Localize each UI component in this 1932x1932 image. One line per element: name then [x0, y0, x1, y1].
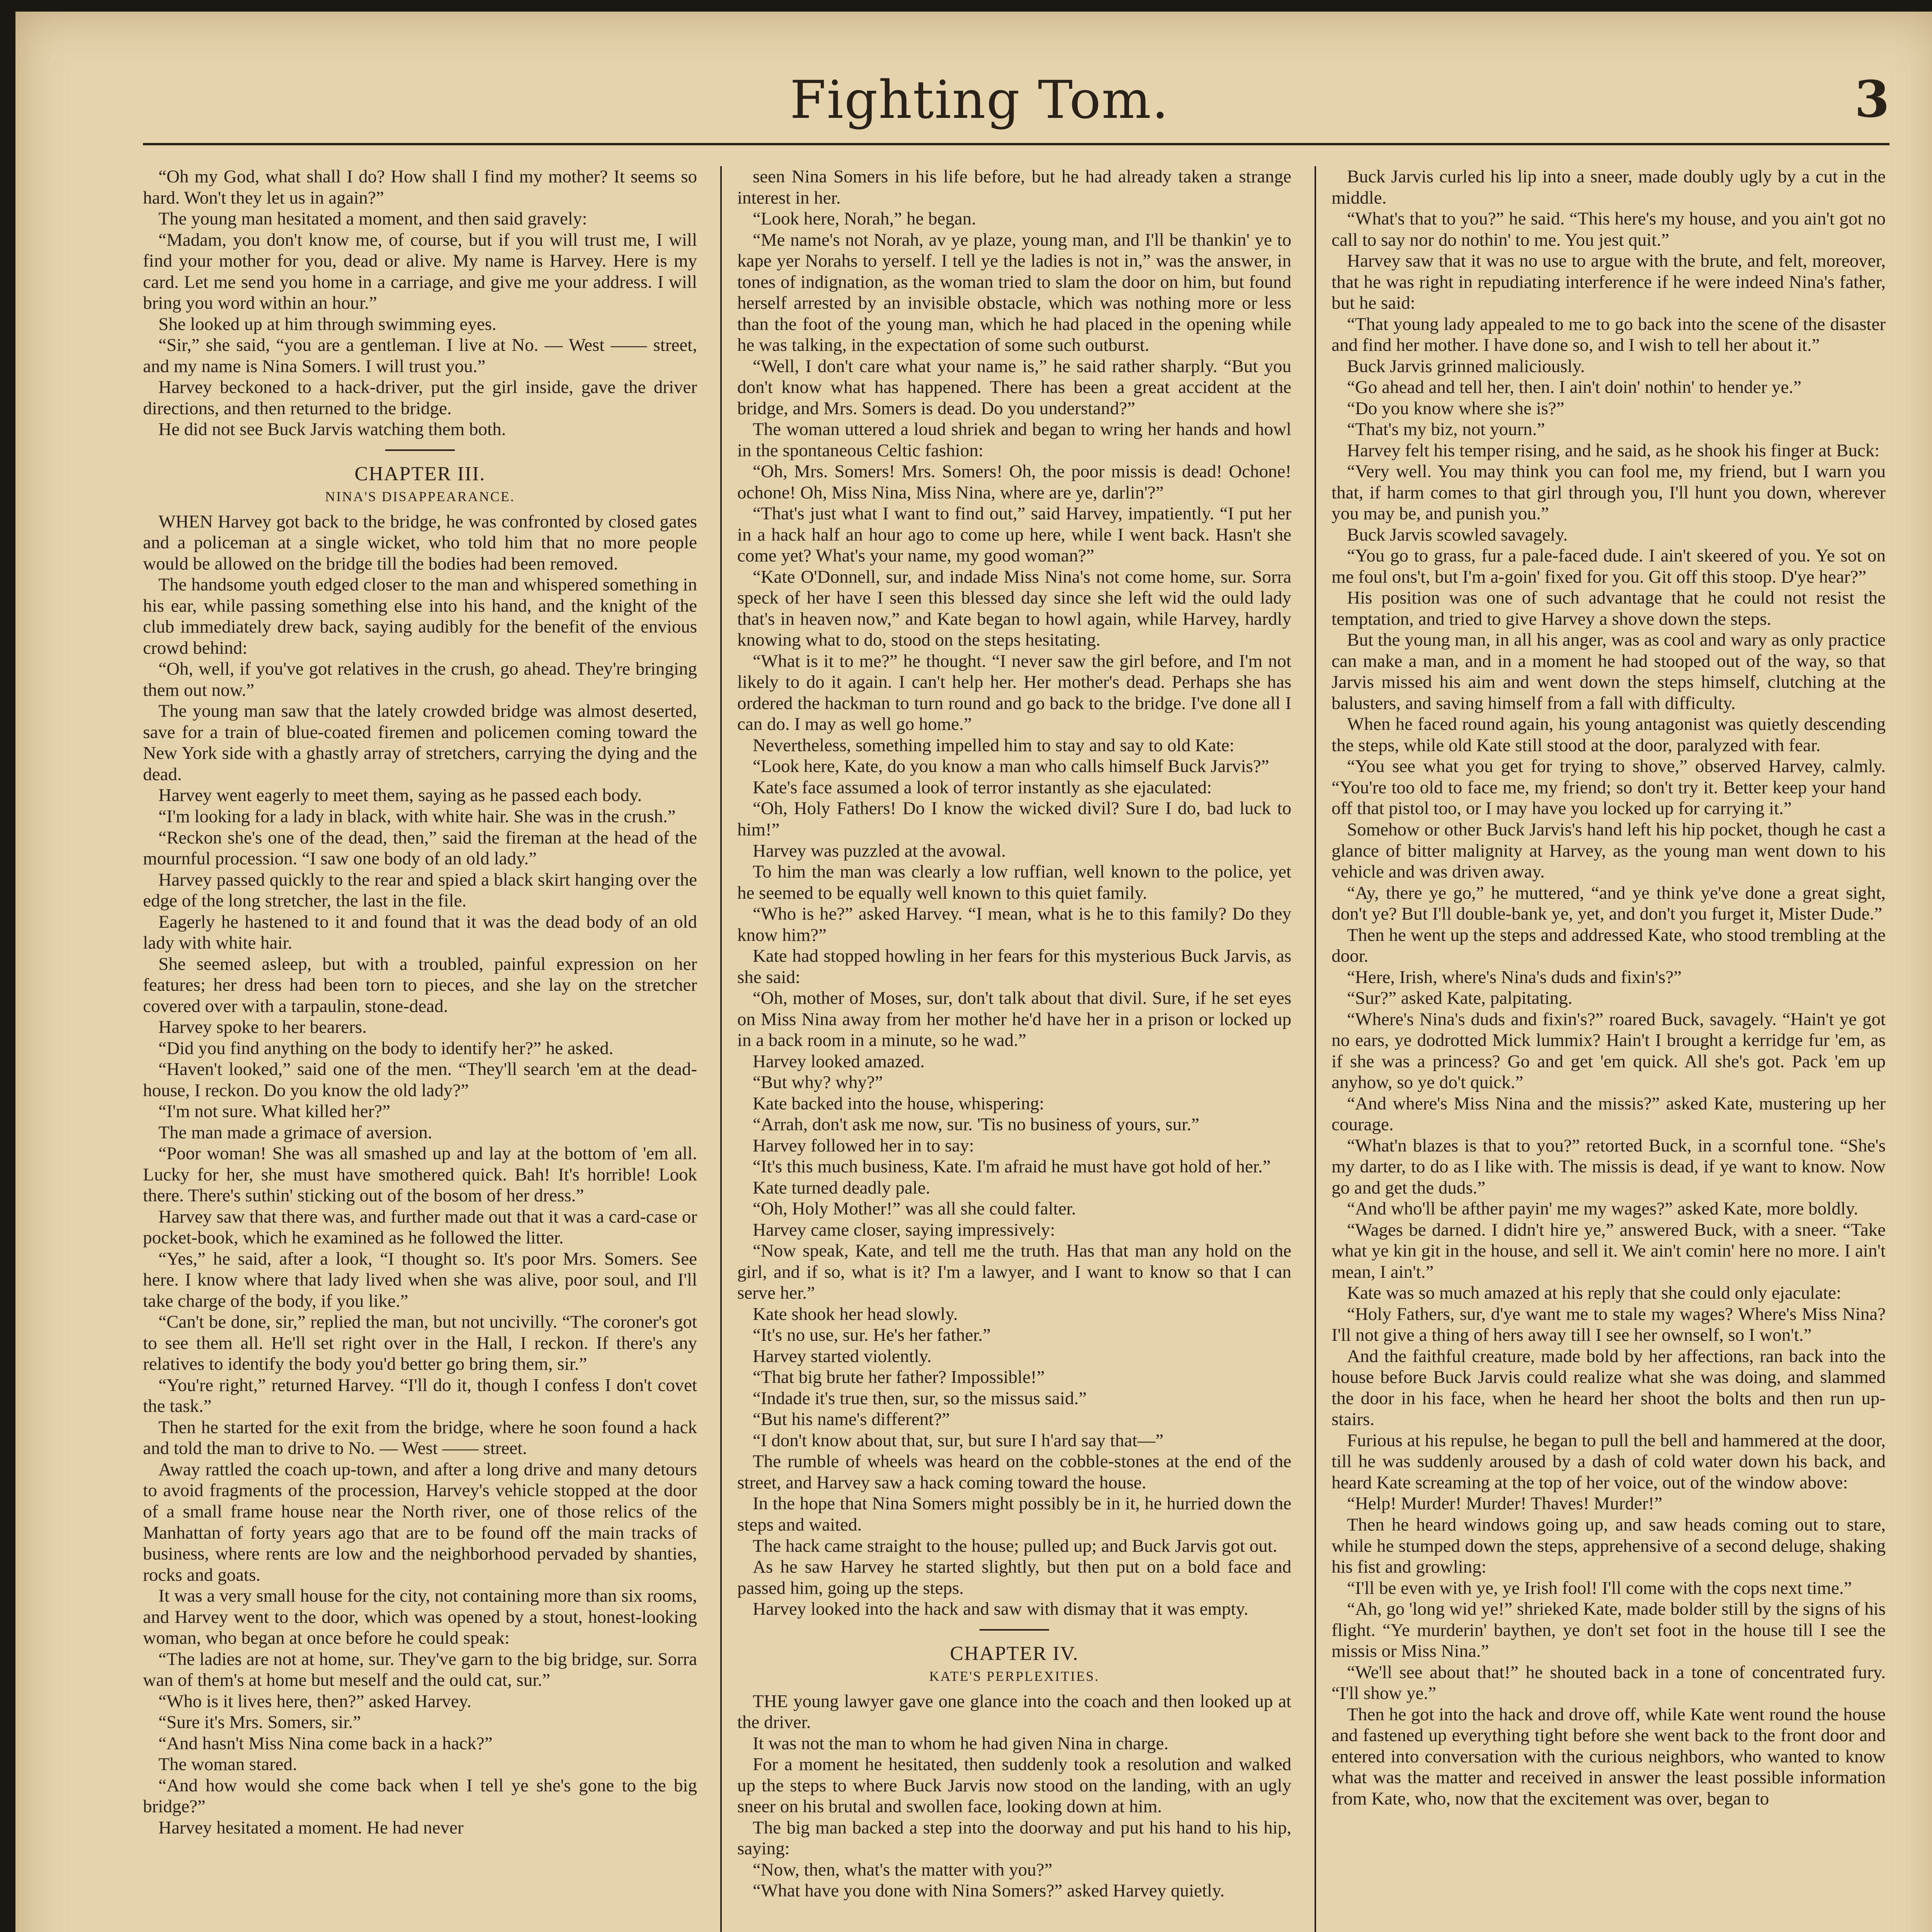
article-paragraph: It was not the man to whom he had given Nina in charge.	[753, 1733, 1168, 1753]
article-paragraph: “And hasn't Miss Nina come back in a hack?”	[158, 1733, 493, 1753]
article-paragraph: He did not see Buck Jarvis watching them both.	[158, 419, 506, 440]
article-paragraph: The rumble of wheels was heard on the cobble-stones at the end of the street, and Harvey saw a hack coming toward the house.	[737, 1451, 1291, 1493]
article-paragraph: Harvey felt his temper rising, and he said, as he shook his finger at Buck:	[1347, 440, 1880, 461]
article-paragraph: Nevertheless, something impelled him to stay and say to old Kate:	[753, 735, 1235, 755]
article-paragraph: “It's this much business, Kate. I'm afraid he must have got hold of her.”	[753, 1156, 1271, 1177]
article-paragraph: “Ah, go 'long wid ye!” shrieked Kate, made bolder still by the signs of his flight. “Ye murderin' baythen, ye don't set foot in the house till I see the missis or Miss Nina.”	[1332, 1599, 1886, 1662]
article-paragraph: “Arrah, don't ask me now, sur. 'Tis no business of yours, sur.”	[753, 1114, 1199, 1135]
article-paragraph: THE young lawyer gave one glance into the coach and then looked up at the driver.	[737, 1691, 1291, 1733]
chapter-heading: CHAPTER IV.	[950, 1642, 1079, 1665]
article-paragraph: The hack came straight to the house; pulled up; and Buck Jarvis got out.	[753, 1536, 1277, 1556]
article-paragraph: “Where's Nina's duds and fixin's?” roared Buck, savagely. “Hain't ye got no ears, ye dodrotted Mick lummix? Hain't I brought a kerridge fur 'em, as if she was a princess? Go and get 'em quick. All she's got. Pack 'em up anyhow, so ye do't quick.”	[1332, 1009, 1886, 1093]
article-paragraph: Harvey came closer, saying impressively:	[753, 1219, 1055, 1240]
article-paragraph: She seemed asleep, but with a troubled, painful expression on her features; her dress had been torn to pieces, and she lay on the stretcher covered over with a tarpaulin, stone-dead.	[143, 954, 697, 1016]
article-paragraph: She looked up at him through swimming eyes.	[158, 314, 497, 334]
article-paragraph: “Sir,” she said, “you are a gentleman. I live at No. — West —— street, and my name is Nina Somers. I will trust you.”	[143, 335, 697, 376]
article-paragraph: “Can't be done, sir,” replied the man, but not uncivilly. “The coroner's got to see them all. He'll set right over in the Hall, I reckon. If there's any relatives to identify the body you'd better go bring them, sir.”	[143, 1312, 697, 1374]
article-paragraph: His position was one of such advantage that he could not resist the temptation, and tried to give Harvey a shove down the steps.	[1332, 588, 1886, 629]
article-paragraph: “Here, Irish, where's Nina's duds and fixin's?”	[1347, 967, 1682, 987]
article-paragraph: “I'll be even with ye, ye Irish fool! I'll come with the cops next time.”	[1347, 1578, 1852, 1598]
article-paragraph: It was a very small house for the city, not containing more than six rooms, and Harvey went to the door, which was opened by a stout, honest-looking woman, who began at once before he could speak:	[143, 1586, 697, 1648]
article-paragraph: “You're right,” returned Harvey. “I'll do it, though I confess I don't covet the task.”	[143, 1375, 697, 1417]
article-paragraph: “Help! Murder! Murder! Thaves! Murder!”	[1347, 1493, 1663, 1514]
article-paragraph: For a moment he hesitated, then suddenly took a resolution and walked up the steps to where Buck Jarvis now stood on the landing, with an ugly sneer on his brutal and swollen face, looking down at him.	[737, 1754, 1291, 1817]
article-paragraph: “You see what you get for trying to shove,” observed Harvey, calmly. “You're too old to face me, my friend; so don't try it. Better keep your hand off that pistol too, or I may have you locked up for carrying it.”	[1332, 756, 1886, 819]
article-paragraph: “What have you done with Nina Somers?” asked Harvey quietly.	[753, 1881, 1225, 1901]
article-paragraph: “Very well. You may think you can fool me, my friend, but I warn you that, if harm comes to that girl through you, I'll hunt you down, wherever you may be, and punish you.”	[1332, 461, 1886, 524]
article-paragraph: “Look here, Kate, do you know a man who calls himself Buck Jarvis?”	[753, 756, 1269, 777]
article-paragraph: “I'm looking for a lady in black, with white hair. She was in the crush.”	[158, 806, 676, 827]
column-1	[143, 166, 697, 1932]
article-paragraph: “Wages be darned. I didn't hire ye,” answered Buck, with a sneer. “Take what ye kin git in the house, and sell it. We ain't comin' here no more. I ain't mean, I ain't.”	[1332, 1219, 1886, 1282]
article-paragraph: The woman uttered a loud shriek and began to wring her hands and howl in the spontaneous Celtic fashion:	[737, 419, 1291, 461]
article-paragraph: “Me name's not Norah, av ye plaze, young man, and I'll be thankin' ye to kape yer Norahs to yerself. I tell ye the ladies is not in,” was the answer, in tones of indignation, as the woman tried to slam the door on him, but found herself arrested by an invisible obstacle, which was nothing more or less than the foot of the young man, which he had placed in the opening while he was talking, in the expectation of some such outburst.	[737, 230, 1291, 355]
article-paragraph: “It's no use, sur. He's her father.”	[753, 1325, 991, 1345]
header-rule	[143, 143, 1889, 145]
article-paragraph: To him the man was clearly a low ruffian, well known to the police, yet he seemed to be equally well known to this quiet family.	[737, 862, 1291, 903]
article-paragraph: Harvey started violently.	[753, 1346, 932, 1366]
article-paragraph: “Sure it's Mrs. Somers, sir.”	[158, 1712, 361, 1733]
article-paragraph: Then he went up the steps and addressed Kate, who stood trembling at the door.	[1332, 925, 1886, 966]
article-paragraph: “Madam, you don't know me, of course, but if you will trust me, I will find your mother for you, dead or alive. My name is Harvey. Here is my card. Let me send you home in a carriage, and give me your address. I will bring you word within an hour.”	[143, 230, 697, 313]
article-paragraph: “Indade it's true then, sur, so the missus said.”	[753, 1388, 1087, 1408]
article-paragraph: “What's that to you?” he said. “This here's my house, and you ain't got no call to say nor do nothin' to me. You jest quit.”	[1332, 209, 1886, 250]
article-paragraph: “We'll see about that!” he shouted back in a tone of concentrated fury. “I'll show ye.”	[1332, 1662, 1886, 1704]
article-paragraph: Harvey followed her in to say:	[753, 1135, 974, 1156]
article-paragraph: “Now speak, Kate, and tell me the truth. Has that man any hold on the girl, and if so, what is it? I'm a lawyer, and I want to know so that I can serve her.”	[737, 1241, 1291, 1303]
article-paragraph: When he faced round again, his young antagonist was quietly descending the steps, while old Kate still stood at the door, paralyzed with fear.	[1332, 714, 1886, 755]
article-paragraph: “That's my biz, not yourn.”	[1347, 419, 1545, 440]
article-paragraph: The young man hesitated a moment, and then said gravely:	[158, 209, 587, 229]
article-paragraph: “Oh, well, if you've got relatives in the crush, go ahead. They're bringing them out now.”	[143, 659, 697, 700]
article-paragraph: “And where's Miss Nina and the missis?” asked Kate, mustering up her courage.	[1332, 1093, 1886, 1135]
article-paragraph: The man made a grimace of aversion.	[158, 1122, 432, 1143]
article-paragraph: “Did you find anything on the body to identify her?” he asked.	[158, 1038, 614, 1058]
newspaper-page	[15, 12, 1932, 1932]
article-paragraph: “Yes,” he said, after a look, “I thought so. It's poor Mrs. Somers. See here. I know where that lady lived when she was alive, poor soul, and I'll take charge of the body, if you like.”	[143, 1248, 697, 1311]
article-paragraph: In the hope that Nina Somers might possibly be in it, he hurried down the steps and waited.	[737, 1493, 1291, 1535]
article-paragraph: “That big brute her father? Impossible!”	[753, 1367, 1045, 1388]
article-paragraph: “Holy Fathers, sur, d'ye want me to stale my wages? Where's Miss Nina? I'll not give a thing of hers away till I see her ownself, so I won't.”	[1332, 1304, 1886, 1345]
article-paragraph: Harvey passed quickly to the rear and spied a black skirt hanging over the edge of the long stretcher, the last in the file.	[143, 869, 697, 911]
article-paragraph: “And how would she come back when I tell ye she's gone to the big bridge?”	[143, 1775, 697, 1817]
article-paragraph: “The ladies are not at home, sur. They've garn to the big bridge, sur. Sorra wan of them's at home but meself and the ould cat, sur.”	[143, 1649, 697, 1690]
article-paragraph: Harvey saw that it was no use to argue with the brute, and felt, moreover, that he was right in repudiating interference if he were indeed Nina's father, but he said:	[1332, 251, 1886, 313]
article-paragraph: “Oh, Holy Mother!” was all she could falter.	[753, 1199, 1076, 1219]
article-paragraph: “Oh, mother of Moses, sur, don't talk about that divil. Sure, if he set eyes on Miss Nina away from her mother he'd have her in a prison or locked up in a back room in a minute, so he wad.”	[737, 988, 1291, 1051]
article-paragraph: “You go to grass, fur a pale-faced dude. I ain't skeered of you. Ye sot on me foul ons't, but I'm a-goin' fixed for you. Git off this stoop. D'ye hear?”	[1332, 546, 1886, 587]
article-paragraph: Kate had stopped howling in her fears for this mysterious Buck Jarvis, as she said:	[737, 946, 1291, 987]
article-paragraph: Harvey went eagerly to meet them, saying as he passed each body.	[158, 785, 642, 806]
article-paragraph: Harvey spoke to her bearers.	[158, 1017, 367, 1037]
article-paragraph: “Who is it lives here, then?” asked Harvey.	[158, 1691, 471, 1711]
article-paragraph: “Sur?” asked Kate, palpitating.	[1347, 988, 1573, 1009]
article-paragraph: Harvey hesitated a moment. He had never	[158, 1817, 464, 1838]
column-2	[720, 166, 1291, 1932]
article-paragraph: “I don't know about that, sur, but sure I h'ard say that—”	[753, 1430, 1164, 1451]
article-paragraph: The young man saw that the lately crowded bridge was almost deserted, save for a train of blue-coated firemen and policemen coming toward the New York side with a ghastly array of stretchers, carrying the dying and the dead.	[143, 701, 697, 784]
text-columns	[143, 166, 1886, 1932]
article-paragraph: Harvey was puzzled at the avowal.	[753, 840, 1006, 861]
chapter-divider	[980, 1629, 1049, 1631]
article-paragraph: The woman stared.	[158, 1754, 297, 1775]
article-paragraph: Then he got into the hack and drove off, while Kate went round the house and fastened up everything tight before she went back to the front door and entered into conversation with the curious neighbors, who wanted to know what was the matter and received in answer the least possible information from Kate, who, now that the excitement was over, began to	[1332, 1704, 1886, 1809]
article-paragraph: Kate's face assumed a look of terror instantly as she ejaculated:	[753, 777, 1212, 798]
article-paragraph: “Haven't looked,” said one of the men. “They'll search 'em at the dead-house, I reckon. Do you know the old lady?”	[143, 1059, 697, 1100]
article-paragraph: “What is it to me?” he thought. “I never saw the girl before, and I'm not likely to do it again. I can't help her. Her mother's dead. Perhaps she has ordered the hackman to turn round and go back to the bridge. I've done all I can do. I may as well go home.”	[737, 651, 1291, 735]
article-paragraph: “Go ahead and tell her, then. I ain't doin' nothin' to hender ye.”	[1347, 377, 1801, 398]
article-paragraph: “But why? why?”	[753, 1072, 883, 1093]
article-paragraph: Harvey saw that there was, and further made out that it was a card-case or pocket-book, which he examined as he followed the litter.	[143, 1206, 697, 1248]
article-paragraph: Then he heard windows going up, and saw heads coming out to stare, while he stumped down the steps, apprehensive of a second deluge, shaking his fist and growling:	[1332, 1515, 1886, 1577]
article-paragraph: “That's just what I want to find out,” said Harvey, impatiently. “I put her in a hack half an hour ago to come up here, while I went back. Hasn't she come yet? What's your name, my good woman?”	[737, 503, 1291, 566]
article-paragraph: “Kate O'Donnell, sur, and indade Miss Nina's not come home, sur. Sorra speck of her have I seen this blessed day since she left wid the ould lady that's in heaven now,” and Kate began to howl again, while Harvey, hardly knowing what to do, stood on the steps hesitating.	[737, 566, 1291, 650]
article-paragraph: Kate was so much amazed at his reply that she could only ejaculate:	[1347, 1283, 1842, 1303]
article-paragraph: The big man backed a step into the doorway and put his hand to his hip, saying:	[737, 1817, 1291, 1859]
chapter-divider	[385, 449, 455, 451]
article-paragraph: Buck Jarvis grinned maliciously.	[1347, 356, 1585, 376]
article-paragraph: As he saw Harvey he started slightly, but then put on a bold face and passed him, going up the steps.	[737, 1557, 1291, 1598]
chapter-subheading: NINA'S DISAPPEARANCE.	[325, 489, 515, 505]
article-paragraph: “I'm not sure. What killed her?”	[158, 1101, 391, 1122]
article-paragraph: “Well, I don't care what your name is,” he said rather sharply. “But you don't know what has happened. There has been a great accident at the bridge, and Mrs. Somers is dead. Do you understand?”	[737, 356, 1291, 418]
chapter-heading: CHAPTER III.	[354, 463, 486, 485]
article-paragraph: “Who is he?” asked Harvey. “I mean, what is he to this family? Do they know him?”	[737, 904, 1291, 945]
article-paragraph: “Oh my God, what shall I do? How shall I find my mother? It seems so hard. Won't they let us in again?”	[143, 167, 697, 208]
article-paragraph: Buck Jarvis curled his lip into a sneer, made doubly ugly by a cut in the middle.	[1332, 167, 1886, 208]
article-paragraph: Harvey looked into the hack and saw with dismay that it was empty.	[753, 1599, 1248, 1619]
article-paragraph: Away rattled the coach up-town, and after a long drive and many detours to avoid fragments of the procession, Harvey's vehicle stopped at the door of a small frame house near the North river, one of those relics of the Manhattan of forty years ago that are to be found off the main tracks of business, where rents are low and the neighborhood pervaded by shanties, rocks and goats.	[143, 1459, 697, 1585]
article-paragraph: Kate backed into the house, whispering:	[753, 1093, 1044, 1114]
article-paragraph: And the faithful creature, made bold by her affections, ran back into the house before Buck Jarvis could realize what she was doing, and slammed the door in his face, when he heard her shoot the bolts and then run up-stairs.	[1332, 1346, 1886, 1430]
article-paragraph: “Do you know where she is?”	[1347, 398, 1565, 418]
page-header-title: Fighting Tom.	[790, 70, 1169, 130]
article-paragraph: Buck Jarvis scowled savagely.	[1347, 524, 1568, 545]
article-paragraph: “Reckon she's one of the dead, then,” said the fireman at the head of the mournful procession. “I saw one body of an old lady.”	[143, 827, 697, 869]
article-paragraph: “What'n blazes is that to you?” retorted Buck, in a scornful tone. “She's my darter, to do as I like with. The missis is dead, if ye want to know. Now go and get the duds.”	[1332, 1135, 1886, 1198]
article-paragraph: “That young lady appealed to me to go back into the scene of the disaster and find her mother. I have done so, and I wish to tell her about it.”	[1332, 314, 1886, 355]
article-paragraph: Eagerly he hastened to it and found that it was the dead body of an old lady with white hair.	[143, 912, 697, 953]
article-paragraph: “Oh, Mrs. Somers! Mrs. Somers! Oh, the poor missis is dead! Ochone! ochone! Oh, Miss Nina, Miss Nina, where are ye, darlin'?”	[737, 461, 1291, 503]
article-paragraph: “And who'll be afther payin' me my wages?” asked Kate, more boldly.	[1347, 1199, 1858, 1219]
article-paragraph: “Now, then, what's the matter with you?”	[753, 1859, 1053, 1880]
article-paragraph: “Look here, Norah,” he began.	[753, 209, 976, 229]
article-paragraph: “Oh, Holy Fathers! Do I know the wicked divil? Sure I do, bad luck to him!”	[737, 798, 1291, 840]
article-paragraph: Somehow or other Buck Jarvis's hand left his hip pocket, though he cast a glance of bitter malignity at Harvey, as the young man went down to his vehicle and was driven away.	[1332, 819, 1886, 882]
article-paragraph: But the young man, in all his anger, was as cool and wary as only practice can make a man, and in a moment he had stooped out of the way, so that Jarvis missed his aim and went down the steps himself, clutching at the balusters, and saving himself from a fall with difficulty.	[1332, 630, 1886, 713]
chapter-subheading: KATE'S PERPLEXITIES.	[929, 1668, 1100, 1684]
article-paragraph: Kate turned deadly pale.	[753, 1177, 930, 1198]
article-paragraph: Harvey beckoned to a hack-driver, put the girl inside, gave the driver directions, and then returned to the bridge.	[143, 377, 697, 418]
page-number: 3	[1854, 70, 1889, 129]
article-paragraph: Then he started for the exit from the bridge, where he soon found a hack and told the man to drive to No. — West —— street.	[143, 1417, 697, 1459]
article-paragraph: “Ay, there ye go,” he muttered, “and ye think ye've done a great sight, don't ye? But I'll double-bank ye, yet, and don't you furget it, Mister Dude.”	[1332, 883, 1886, 924]
article-paragraph: Harvey looked amazed.	[753, 1051, 925, 1071]
article-paragraph: seen Nina Somers in his life before, but he had already taken a strange interest in her.	[737, 167, 1291, 208]
article-paragraph: WHEN Harvey got back to the bridge, he was confronted by closed gates and a policeman at a single wicket, who told him that no more people would be allowed on the bridge till the bodies had been removed.	[143, 511, 697, 574]
article-paragraph: “Poor woman! She was all smashed up and lay at the bottom of 'em all. Lucky for her, she must have smothered quick. Bah! It's horrible! Look there. There's suthin' sticking out of the bosom of her dress.”	[143, 1143, 697, 1206]
article-paragraph: “But his name's different?”	[753, 1409, 950, 1430]
article-paragraph: Furious at his repulse, he began to pull the bell and hammered at the door, till he was suddenly aroused by a dash of cold water down his back, and heard Kate screaming at the top of her voice, out of the window above:	[1332, 1430, 1886, 1493]
column-3	[1315, 166, 1886, 1932]
article-paragraph: The handsome youth edged closer to the man and whispered something in his ear, while passing something else into his hand, and the knight of the club immediately drew back, saying audibly for the benefit of the envious crowd behind:	[143, 575, 697, 658]
article-paragraph: Kate shook her head slowly.	[753, 1304, 958, 1324]
